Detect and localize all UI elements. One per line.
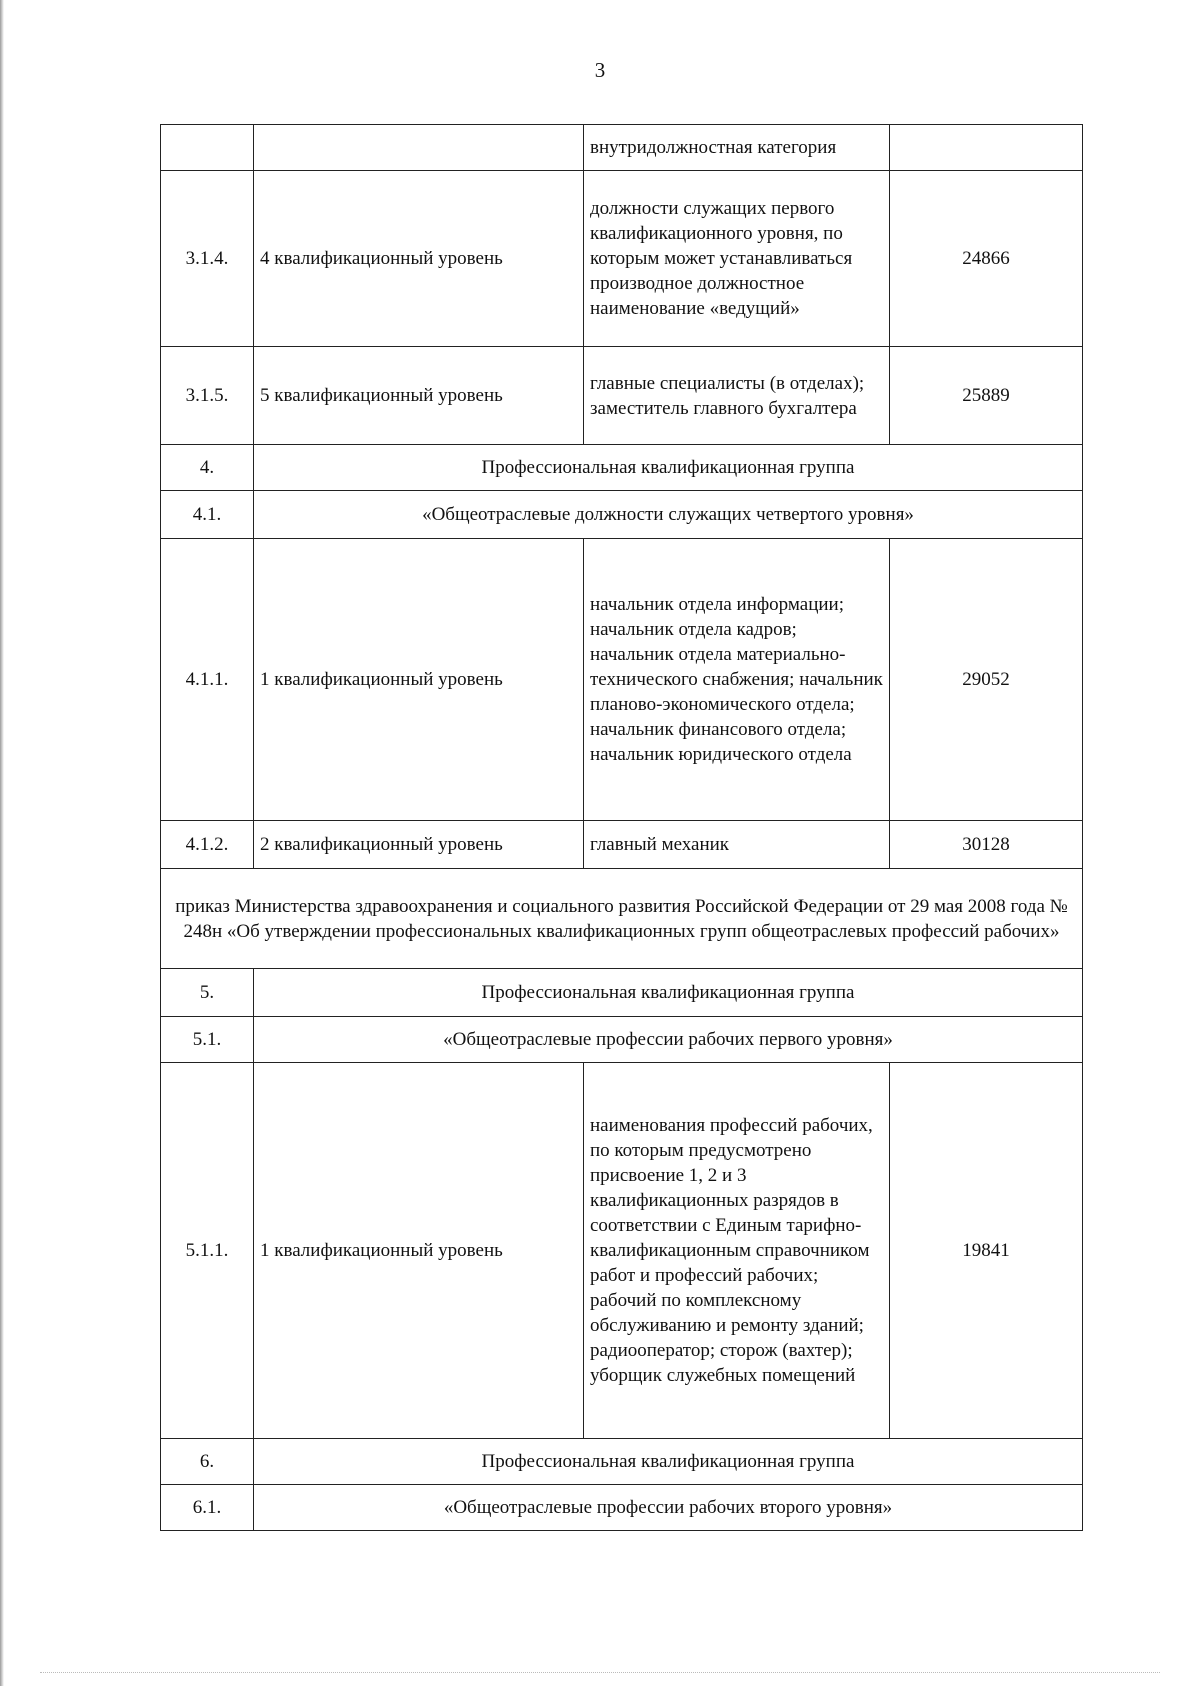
group-row xyxy=(161,1485,1083,1531)
legal-reference-row xyxy=(161,869,1083,969)
salary-cell: 29052 xyxy=(890,539,1083,821)
positions-cell: главный механик xyxy=(584,821,890,869)
page-number: 3 xyxy=(594,58,606,82)
group-number: 4. xyxy=(161,445,254,491)
qualification-level: 2 квалификационный уровень xyxy=(254,821,584,869)
group-title: «Общеотраслевые профессии рабочих второго уровня» xyxy=(254,1485,1083,1531)
group-number: 6. xyxy=(161,1439,254,1485)
group-title: Профессиональная квалификационная группа xyxy=(254,1439,1083,1485)
qualification-level xyxy=(254,125,584,171)
table-row xyxy=(161,1063,1083,1439)
group-title: Профессиональная квалификационная группа xyxy=(254,445,1083,491)
salary-cell xyxy=(890,125,1083,171)
table-row xyxy=(161,539,1083,821)
qualification-level: 5 квалификационный уровень xyxy=(254,347,584,445)
group-title: «Общеотраслевые должности служащих четвертого уровня» xyxy=(254,491,1083,539)
positions-cell: должности служащих первого квалификационного уровня, по которым может устанавливаться производное должностное наименование «ведущий» xyxy=(584,171,890,347)
qualification-level: 1 квалификационный уровень xyxy=(254,1063,584,1439)
salary-cell: 24866 xyxy=(890,171,1083,347)
positions-cell: внутридолжностная категория xyxy=(584,125,890,171)
group-title: «Общеотраслевые профессии рабочих первого уровня» xyxy=(254,1017,1083,1063)
row-number: 4.1.2. xyxy=(161,821,254,869)
table-row xyxy=(161,125,1083,171)
salary-cell: 19841 xyxy=(890,1063,1083,1439)
row-number: 3.1.4. xyxy=(161,171,254,347)
row-number xyxy=(161,125,254,171)
legal-reference: приказ Министерства здравоохранения и социального развития Российской Федерации от 29 мая 2008 года № 248н «Об утверждении профессиональных квалификационных групп общеотраслевых профессий рабочих» xyxy=(161,869,1083,969)
positions-cell: главные специалисты (в отделах); заместитель главного бухгалтера xyxy=(584,347,890,445)
group-row xyxy=(161,1439,1083,1485)
scan-edge xyxy=(0,0,4,1686)
group-row xyxy=(161,445,1083,491)
row-number: 3.1.5. xyxy=(161,347,254,445)
group-number: 6.1. xyxy=(161,1485,254,1531)
salary-cell: 25889 xyxy=(890,347,1083,445)
qualification-table xyxy=(160,124,1083,1531)
row-number: 5.1.1. xyxy=(161,1063,254,1439)
table-row xyxy=(161,347,1083,445)
group-row xyxy=(161,969,1083,1017)
row-number: 4.1.1. xyxy=(161,539,254,821)
qualification-level: 4 квалификационный уровень xyxy=(254,171,584,347)
table-row xyxy=(161,171,1083,347)
qualification-level: 1 квалификационный уровень xyxy=(254,539,584,821)
salary-cell: 30128 xyxy=(890,821,1083,869)
group-number: 4.1. xyxy=(161,491,254,539)
group-number: 5.1. xyxy=(161,1017,254,1063)
positions-cell: начальник отдела информации; начальник отдела кадров; начальник отдела материально-технического снабжения; начальник планово-экономического отдела; начальник финансового отдела; начальник юридического отдела xyxy=(584,539,890,821)
group-row xyxy=(161,1017,1083,1063)
group-row xyxy=(161,491,1083,539)
group-number: 5. xyxy=(161,969,254,1017)
group-title: Профессиональная квалификационная группа xyxy=(254,969,1083,1017)
scan-bottom-edge xyxy=(40,1672,1160,1679)
table-row xyxy=(161,821,1083,869)
positions-cell: наименования профессий рабочих, по которым предусмотрено присвоение 1, 2 и 3 квалификационных разрядов в соответствии с Единым тарифно-квалификационным справочником работ и профессий рабочих; рабочий по комплексному обслуживанию и ремонту зданий; радиооператор; сторож (вахтер); уборщик служебных помещений xyxy=(584,1063,890,1439)
